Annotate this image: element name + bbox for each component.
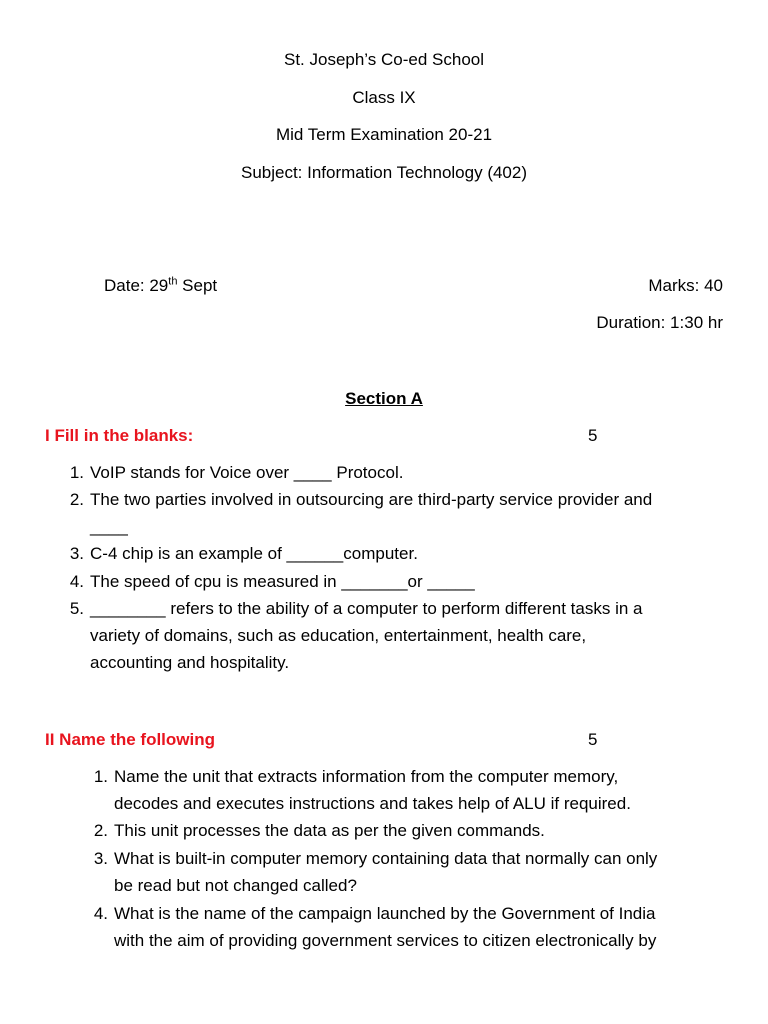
exam-duration: Duration: 1:30 hr	[596, 313, 723, 332]
class-label: Class IX	[352, 88, 416, 107]
part1-marks: 5	[588, 426, 598, 445]
list-item-number: 3.	[93, 849, 108, 868]
list-item-number: 1.	[69, 463, 84, 482]
exam-title: Mid Term Examination 20-21	[275, 125, 493, 144]
list-item-text: What is the name of the campaign launched by the Government of India	[114, 904, 656, 923]
date-superscript: th	[168, 275, 178, 288]
part2-marks: 5	[588, 730, 598, 749]
subject-title: Subject: Information Technology (402)	[240, 163, 528, 182]
list-item-number: 5.	[69, 599, 84, 618]
list-item-text: VoIP stands for Voice over ____ Protocol.	[90, 463, 404, 482]
list-item-text: What is built-in computer memory containing data that normally can only	[114, 849, 658, 868]
date-prefix: Date: 29	[104, 276, 169, 295]
school-name: St. Joseph’s Co-ed School	[283, 50, 485, 69]
list-item-number: 3.	[69, 544, 84, 563]
list-item-text-cont: accounting and hospitality.	[90, 653, 290, 672]
list-item-text: ________ refers to the ability of a computer to perform different tasks in a	[90, 599, 643, 618]
list-item-text-cont: variety of domains, such as education, entertainment, health care,	[90, 626, 587, 645]
part2-heading: II Name the following	[45, 730, 216, 749]
list-item-text-cont: ____	[90, 517, 128, 536]
list-item-number: 1.	[93, 767, 108, 786]
list-item-text-cont: be read but not changed called?	[114, 876, 357, 895]
exam-date	[104, 275, 217, 297]
list-item-number: 4.	[93, 904, 108, 923]
list-item-text: This unit processes the data as per the given commands.	[114, 821, 545, 840]
list-item-text: The two parties involved in outsourcing are third-party service provider and	[90, 490, 653, 509]
total-marks: Marks: 40	[648, 276, 723, 295]
date-suffix: Sept	[177, 276, 218, 295]
list-item-text: C-4 chip is an example of ______computer.	[90, 544, 418, 563]
list-item-text: The speed of cpu is measured in _______or _____	[90, 572, 475, 591]
list-item-text-cont: decodes and executes instructions and takes help of ALU if required.	[114, 794, 631, 813]
list-item-text-cont: with the aim of providing government services to citizen electronically by	[114, 931, 657, 950]
list-item-number: 4.	[69, 572, 84, 591]
part1-heading: I Fill in the blanks:	[45, 426, 194, 445]
list-item-number: 2.	[69, 490, 84, 509]
list-item-text: Name the unit that extracts information from the computer memory,	[114, 767, 619, 786]
list-item-number: 2.	[93, 821, 108, 840]
section-title: Section A	[345, 389, 423, 408]
